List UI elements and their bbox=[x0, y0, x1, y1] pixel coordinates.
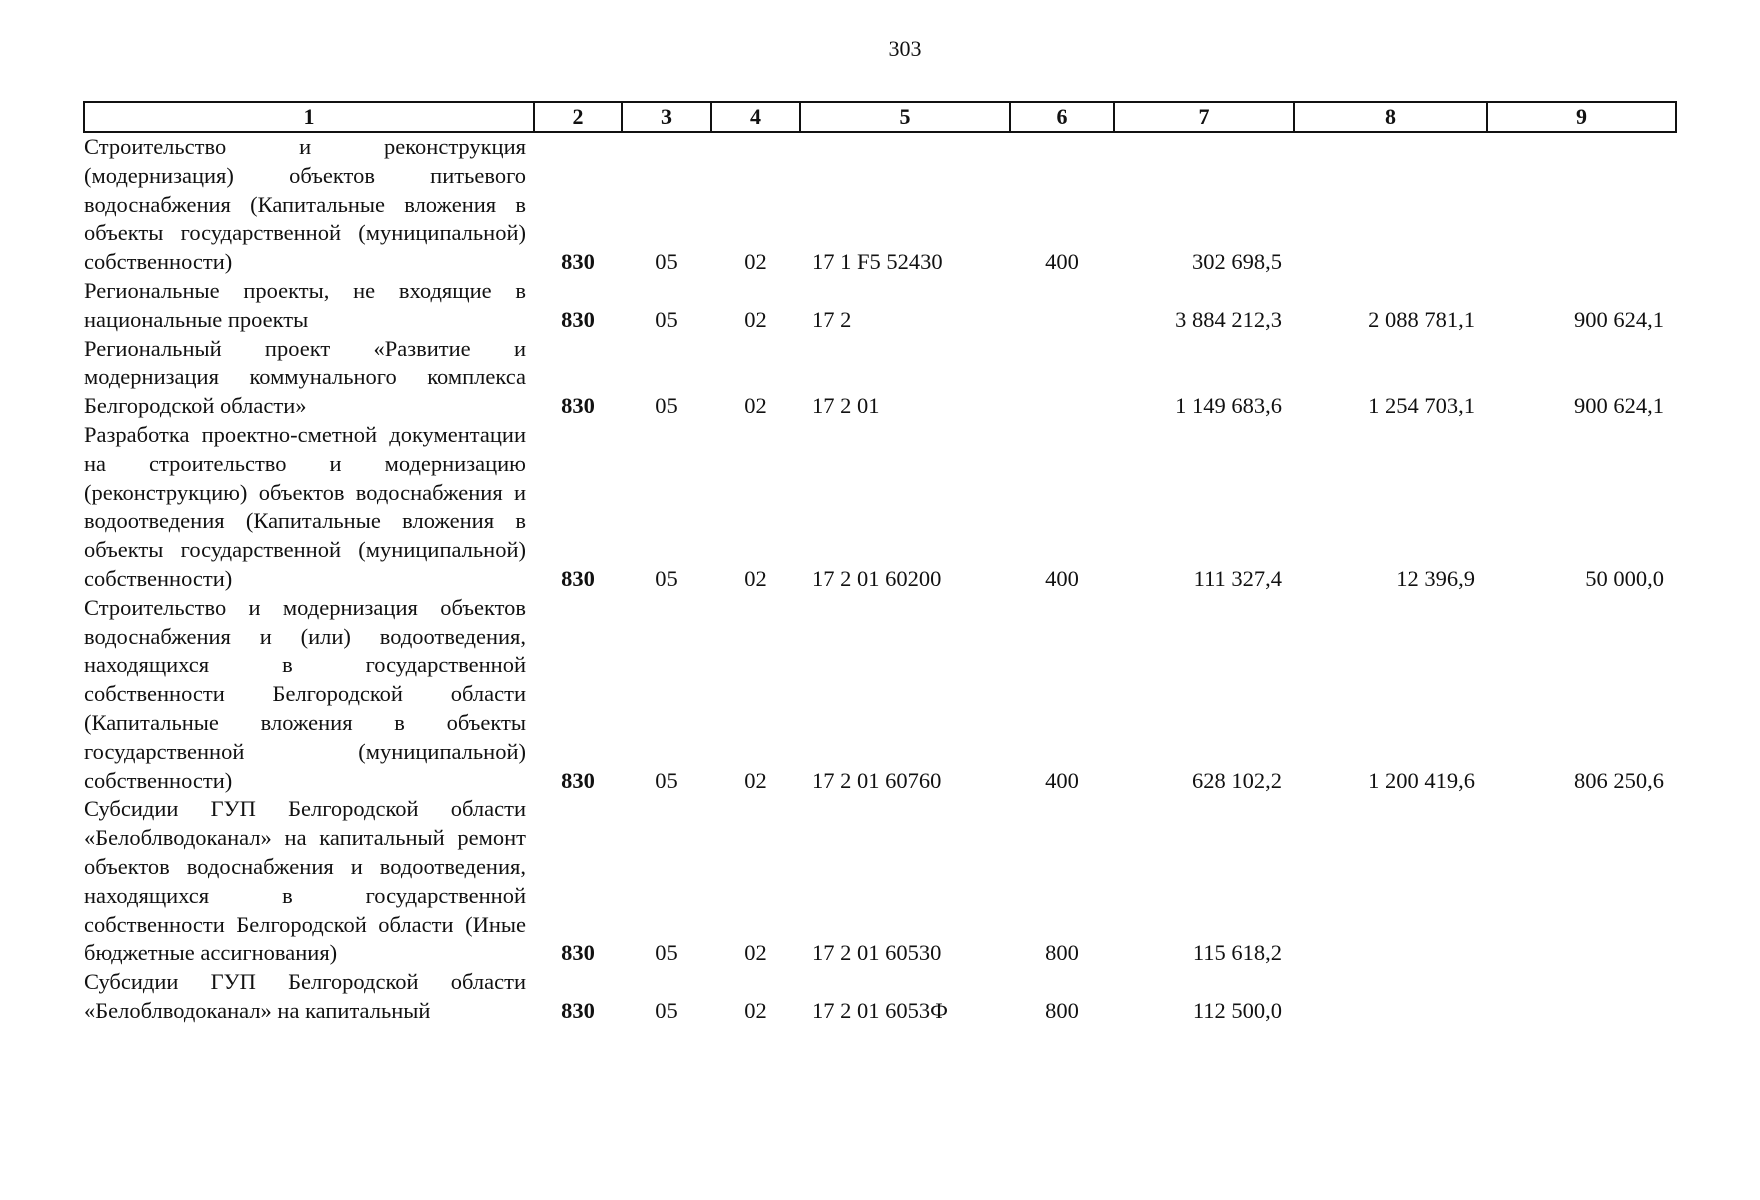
row-name: Региональный проект «Развитие и модернизация коммунального комплекса Белгородской области» bbox=[84, 335, 526, 419]
table-row bbox=[84, 795, 1676, 968]
row-amount-year2: 1 254 703,1 bbox=[1368, 393, 1475, 419]
row-name: Строительство и модернизация объектов водоснабжения и (или) водоотведения, находящихся в государственной собственности Белгородской области (Капитальные вложения в объекты государственной (муниципальной) собственности) bbox=[84, 594, 526, 793]
row-amount-year1: 112 500,0 bbox=[1192, 997, 1282, 1023]
row-expense-type: 800 bbox=[1045, 940, 1079, 966]
row-ministry-code: 830 bbox=[561, 767, 595, 793]
row-ministry-code: 830 bbox=[561, 997, 595, 1023]
table-row bbox=[84, 594, 1676, 796]
row-expense-type: 400 bbox=[1045, 767, 1079, 793]
table-row bbox=[84, 277, 1676, 335]
row-section: 05 bbox=[655, 997, 678, 1023]
table-row bbox=[84, 335, 1676, 421]
row-section: 05 bbox=[655, 940, 678, 966]
row-name: Региональные проекты, не входящие в национальные проекты bbox=[84, 277, 526, 332]
row-amount-year3 bbox=[1487, 132, 1676, 277]
row-name: Субсидии ГУП Белгородской области «Белоблводоканал» на капитальный bbox=[84, 969, 526, 1023]
row-amount-year3 bbox=[1487, 795, 1676, 968]
row-subsection: 02 bbox=[744, 249, 767, 275]
row-amount-year3: 900 624,1 bbox=[1574, 393, 1664, 419]
row-amount-year1: 1 149 683,6 bbox=[1175, 393, 1282, 419]
row-ministry-code: 830 bbox=[561, 940, 595, 966]
row-amount-year1: 302 698,5 bbox=[1192, 249, 1282, 275]
row-target-article: 17 2 01 60530 bbox=[812, 940, 942, 966]
row-target-article: 17 2 01 6053Ф bbox=[812, 997, 948, 1023]
row-amount-year1: 111 327,4 bbox=[1193, 565, 1282, 591]
header-col-7: 7 bbox=[1114, 102, 1294, 132]
row-section: 05 bbox=[655, 306, 678, 332]
header-col-1: 1 bbox=[84, 102, 534, 132]
row-section: 05 bbox=[655, 249, 678, 275]
table-row bbox=[84, 421, 1676, 594]
table-row bbox=[84, 968, 1676, 1026]
row-section: 05 bbox=[655, 767, 678, 793]
header-col-4: 4 bbox=[711, 102, 800, 132]
row-expense-type: 400 bbox=[1045, 249, 1079, 275]
row-amount-year2 bbox=[1294, 132, 1487, 277]
row-amount-year2 bbox=[1294, 968, 1487, 1026]
row-expense-type bbox=[1010, 277, 1114, 335]
row-expense-type: 800 bbox=[1045, 997, 1079, 1023]
row-subsection: 02 bbox=[744, 306, 767, 332]
row-amount-year3 bbox=[1487, 968, 1676, 1026]
header-col-3: 3 bbox=[622, 102, 711, 132]
row-amount-year1: 115 618,2 bbox=[1192, 940, 1282, 966]
header-col-8: 8 bbox=[1294, 102, 1487, 132]
row-section: 05 bbox=[655, 393, 678, 419]
row-name: Строительство и реконструкция (модернизация) объектов питьевого водоснабжения (Капитальные вложения в объекты государственной (муниципальной) собственности) bbox=[84, 134, 526, 275]
row-expense-type: 400 bbox=[1045, 565, 1079, 591]
row-ministry-code: 830 bbox=[561, 565, 595, 591]
row-ministry-code: 830 bbox=[561, 306, 595, 332]
row-target-article: 17 2 01 60200 bbox=[812, 565, 942, 591]
row-amount-year2: 12 396,9 bbox=[1396, 565, 1475, 591]
row-amount-year2: 1 200 419,6 bbox=[1368, 767, 1475, 793]
row-name: Разработка проектно-сметной документации на строительство и модернизацию (реконструкцию) объектов водоснабжения и водоотведения (Капитальные вложения в объекты государственной (муниципальной) собственности) bbox=[84, 421, 526, 591]
row-amount-year2 bbox=[1294, 795, 1487, 968]
row-target-article: 17 2 bbox=[812, 306, 852, 332]
row-target-article: 17 2 01 60760 bbox=[812, 767, 942, 793]
row-subsection: 02 bbox=[744, 565, 767, 591]
header-col-5: 5 bbox=[800, 102, 1010, 132]
row-subsection: 02 bbox=[744, 997, 767, 1023]
header-col-9: 9 bbox=[1487, 102, 1676, 132]
header-col-2: 2 bbox=[534, 102, 622, 132]
row-amount-year2: 2 088 781,1 bbox=[1368, 306, 1475, 332]
budget-table bbox=[83, 101, 1677, 1026]
header-col-6: 6 bbox=[1010, 102, 1114, 132]
row-section: 05 bbox=[655, 565, 678, 591]
row-amount-year3: 50 000,0 bbox=[1585, 565, 1664, 591]
row-amount-year1: 628 102,2 bbox=[1192, 767, 1282, 793]
header-row bbox=[84, 102, 1676, 132]
row-amount-year3: 806 250,6 bbox=[1574, 767, 1664, 793]
table-row bbox=[84, 132, 1676, 277]
row-amount-year1: 3 884 212,3 bbox=[1175, 306, 1282, 332]
row-subsection: 02 bbox=[744, 940, 767, 966]
row-ministry-code: 830 bbox=[561, 393, 595, 419]
row-target-article: 17 1 F5 52430 bbox=[812, 249, 943, 275]
row-expense-type bbox=[1010, 335, 1114, 421]
row-ministry-code: 830 bbox=[561, 249, 595, 275]
row-name: Субсидии ГУП Белгородской области «Белоблводоканал» на капитальный ремонт объектов водоснабжения и водоотведения, находящихся в государственной собственности Белгородской области (Иные бюджетные ассигнования) bbox=[84, 796, 526, 966]
row-subsection: 02 bbox=[744, 767, 767, 793]
row-target-article: 17 2 01 bbox=[812, 393, 880, 419]
row-amount-year3: 900 624,1 bbox=[1574, 306, 1664, 332]
page-number: 303 bbox=[888, 36, 922, 61]
row-subsection: 02 bbox=[744, 393, 767, 419]
